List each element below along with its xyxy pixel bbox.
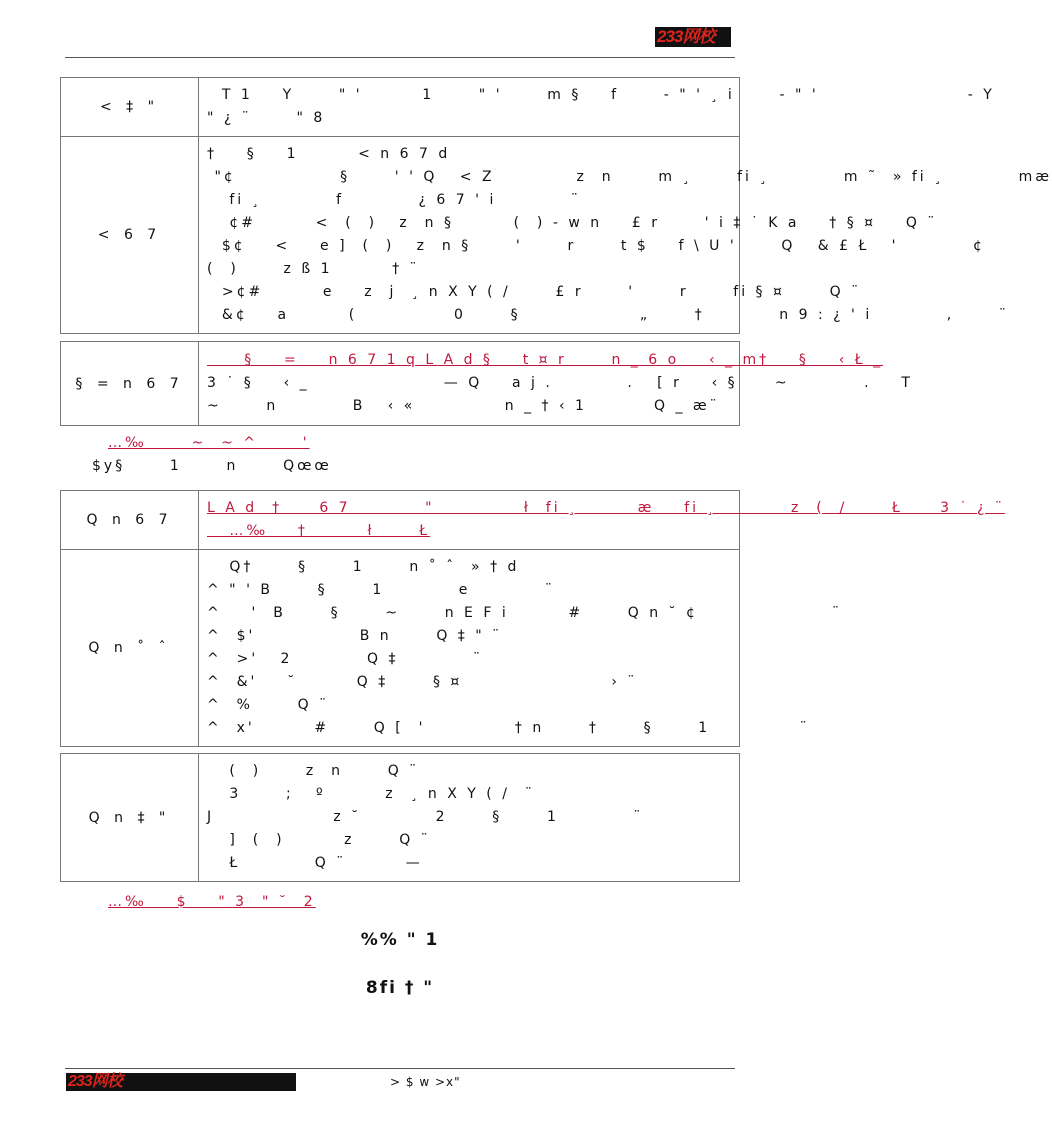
table-row — [61, 137, 740, 334]
text-line: &¢ a ( 0 § „ † n 9 : ¿ ' i , ¨ — [207, 307, 1009, 323]
text-line: >¢# e z j ¸ n X Y ( / £ r ' r fi § ¤ Q ¨ — [207, 284, 862, 300]
content-table-3 — [60, 490, 1005, 747]
note-line: …‰ $ " 3 " ˘ 2 — [108, 894, 316, 910]
section-heading: %% " 1 — [360, 930, 440, 950]
text-line: ^ " ' B § 1 e ¨ — [207, 582, 555, 598]
section-heading: 8fi † " — [365, 978, 435, 998]
text-line: " ¿ ¨ " 8 — [207, 110, 326, 126]
content-table-4 — [60, 753, 740, 882]
text-line: † § 1 < n 6 7 d — [207, 146, 451, 162]
text-line: Q† § 1 n ˚ ˆ » † d — [207, 559, 520, 575]
text-line: L A d † 6 7 " ł fi ¸ æ fi ¸ z ( / Ł 3 ˙ ¿ ¨ — [207, 500, 1005, 516]
row-label: < ‡ " — [61, 78, 199, 137]
text-line: …‰ † ł Ł — [207, 523, 431, 539]
note-line: $y§ 1 n Qœœ — [92, 458, 332, 474]
text-line: J z ˘ 2 § 1 ¨ — [207, 809, 644, 825]
text-line: ^ ' B § ~ n E F i # Q n ˘ ¢ ¨ — [207, 605, 843, 621]
text-line: ^ $' B n Q ‡ " ¨ — [207, 628, 503, 644]
row-content — [199, 491, 1005, 550]
page-code: > $ w >x" — [390, 1075, 461, 1089]
text-line: ¢# < ( ) z n § ( ) - w n £ r ' i ‡ ˙ K a † § ¤ Q ¨ — [207, 215, 938, 231]
row-label: Q n ˚ ˆ — [61, 550, 199, 747]
footer-logo: 233网校 — [66, 1073, 296, 1091]
text-line: 3 ˙ § ‹ _ — Q a j . . [ r ‹ § ~ . T — [207, 375, 913, 391]
row-content — [199, 754, 740, 882]
text-line: ^ >' 2 Q ‡ ¨ — [207, 651, 483, 667]
text-line: ^ x' # Q [ ' † n † § 1 ¨ — [207, 720, 810, 736]
text-line: ~ n B ‹ « n _ † ‹ 1 Q _ æ¨ — [207, 398, 720, 414]
row-label: < 6 7 — [61, 137, 199, 334]
row-label: § = n 6 7 — [61, 342, 199, 426]
text-line: ( ) z ß 1 † ¨ — [207, 261, 420, 277]
content-table-2 — [60, 341, 913, 426]
text-line: ^ &' ˘ Q ‡ § ¤ › ¨ — [207, 674, 638, 690]
content-table-1 — [60, 77, 1052, 334]
text-line: ^ % Q ¨ — [207, 697, 330, 713]
text-line: fi ¸ f ¿ 6 7 ' i ¨ — [207, 192, 581, 208]
footer-rule — [65, 1068, 735, 1069]
text-line: Ł Q ¨ — — [207, 855, 423, 871]
row-content — [199, 342, 913, 426]
table-row — [61, 342, 740, 426]
row-content — [199, 550, 843, 747]
brand-logo: 233网校 — [655, 27, 731, 47]
table-row — [61, 754, 740, 882]
text-line: ] ( ) z Q ¨ — [207, 832, 431, 848]
text-line: $¢ < e ] ( ) z n § ' r t $ f \ U ' Q & £ Ł ' ¢ — [207, 238, 985, 254]
text-line: T 1 Y " ' 1 " ' m § f - " ' ¸ i - " ' - Y — [207, 87, 995, 103]
row-label: Q n 6 7 — [61, 491, 199, 550]
text-line: "¢ § ' ' Q < Z z n m ¸ fi ¸ m ˜ » fi ¸ mæ — [207, 169, 1052, 185]
text-line: 3 ; º z ¸ n X Y ( / ¨ — [207, 786, 535, 802]
table-row — [61, 491, 740, 550]
row-content — [199, 78, 995, 137]
note-line: …‰ ~ ~ ^ ' — [108, 435, 310, 451]
text-line: ( ) z n Q ¨ — [207, 763, 420, 779]
header-rule — [65, 57, 735, 58]
row-label: Q n ‡ " — [61, 754, 199, 882]
table-row — [61, 78, 740, 137]
row-content — [199, 137, 1052, 334]
table-row — [61, 550, 740, 747]
text-line: § = n 6 7 1 q L A d § t ¤ r n _ 6 o ‹ _ m† § ‹ Ł _ — [207, 352, 884, 368]
